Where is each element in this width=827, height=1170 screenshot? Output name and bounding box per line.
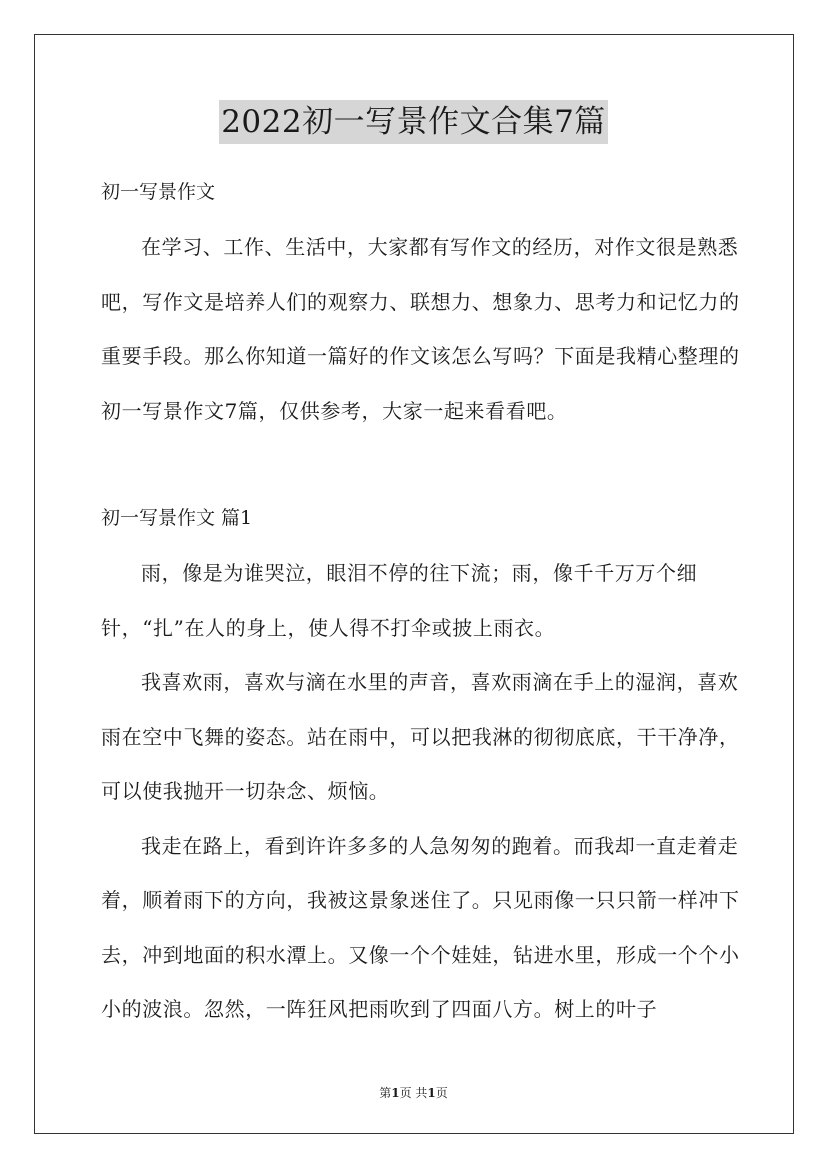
footer-current-page: 1 xyxy=(391,1086,400,1100)
section1-heading: 初一写景作文 篇1 xyxy=(101,507,253,529)
section1-body xyxy=(101,546,741,1037)
document-title: 2022初一写景作文合集7篇 xyxy=(219,100,608,144)
intro-paragraph: 在学习、工作、生活中，大家都有写作文的经历，对作文很是熟悉吧，写作文是培养人们的观察力、联想力、想象力、思考力和记忆力的重要手段。那么你知道一篇好的作文该怎么写吗？下面是我精心整理的初一写景作文7篇，仅供参考，大家一起来看看吧。 xyxy=(101,235,740,423)
page-footer xyxy=(0,1085,827,1101)
title-container xyxy=(0,100,827,144)
section1-paragraph: 我走在路上，看到许许多多的人急匆匆的跑着。而我却一直走着走着，顺着雨下的方向，我被这景象迷住了。只见雨像一只只箭一样冲下去，冲到地面的积水潭上。又像一个个娃娃，钻进水里，形成一个个小小的波浪。忽然，一阵狂风把雨吹到了四面八方。树上的叶子 xyxy=(101,833,740,1021)
intro-paragraph-block xyxy=(101,220,741,438)
footer-total-pages: 1 xyxy=(427,1086,436,1100)
footer-mid: 页 共 xyxy=(399,1086,428,1100)
section1-paragraph: 雨，像是为谁哭泣，眼泪不停的往下流；雨，像千千万万个细针，“扎”在人的身上，使人得不打伞或披上雨衣。 xyxy=(101,561,698,640)
footer-prefix: 第 xyxy=(379,1086,392,1100)
section1-paragraph: 我喜欢雨，喜欢与滴在水里的声音，喜欢雨滴在手上的湿润，喜欢雨在空中飞舞的姿态。站在雨中，可以把我淋的彻彻底底，干干净净，可以使我抛开一切杂念、烦恼。 xyxy=(101,670,740,803)
intro-heading: 初一写景作文 xyxy=(101,181,216,203)
footer-suffix: 页 xyxy=(435,1086,448,1100)
